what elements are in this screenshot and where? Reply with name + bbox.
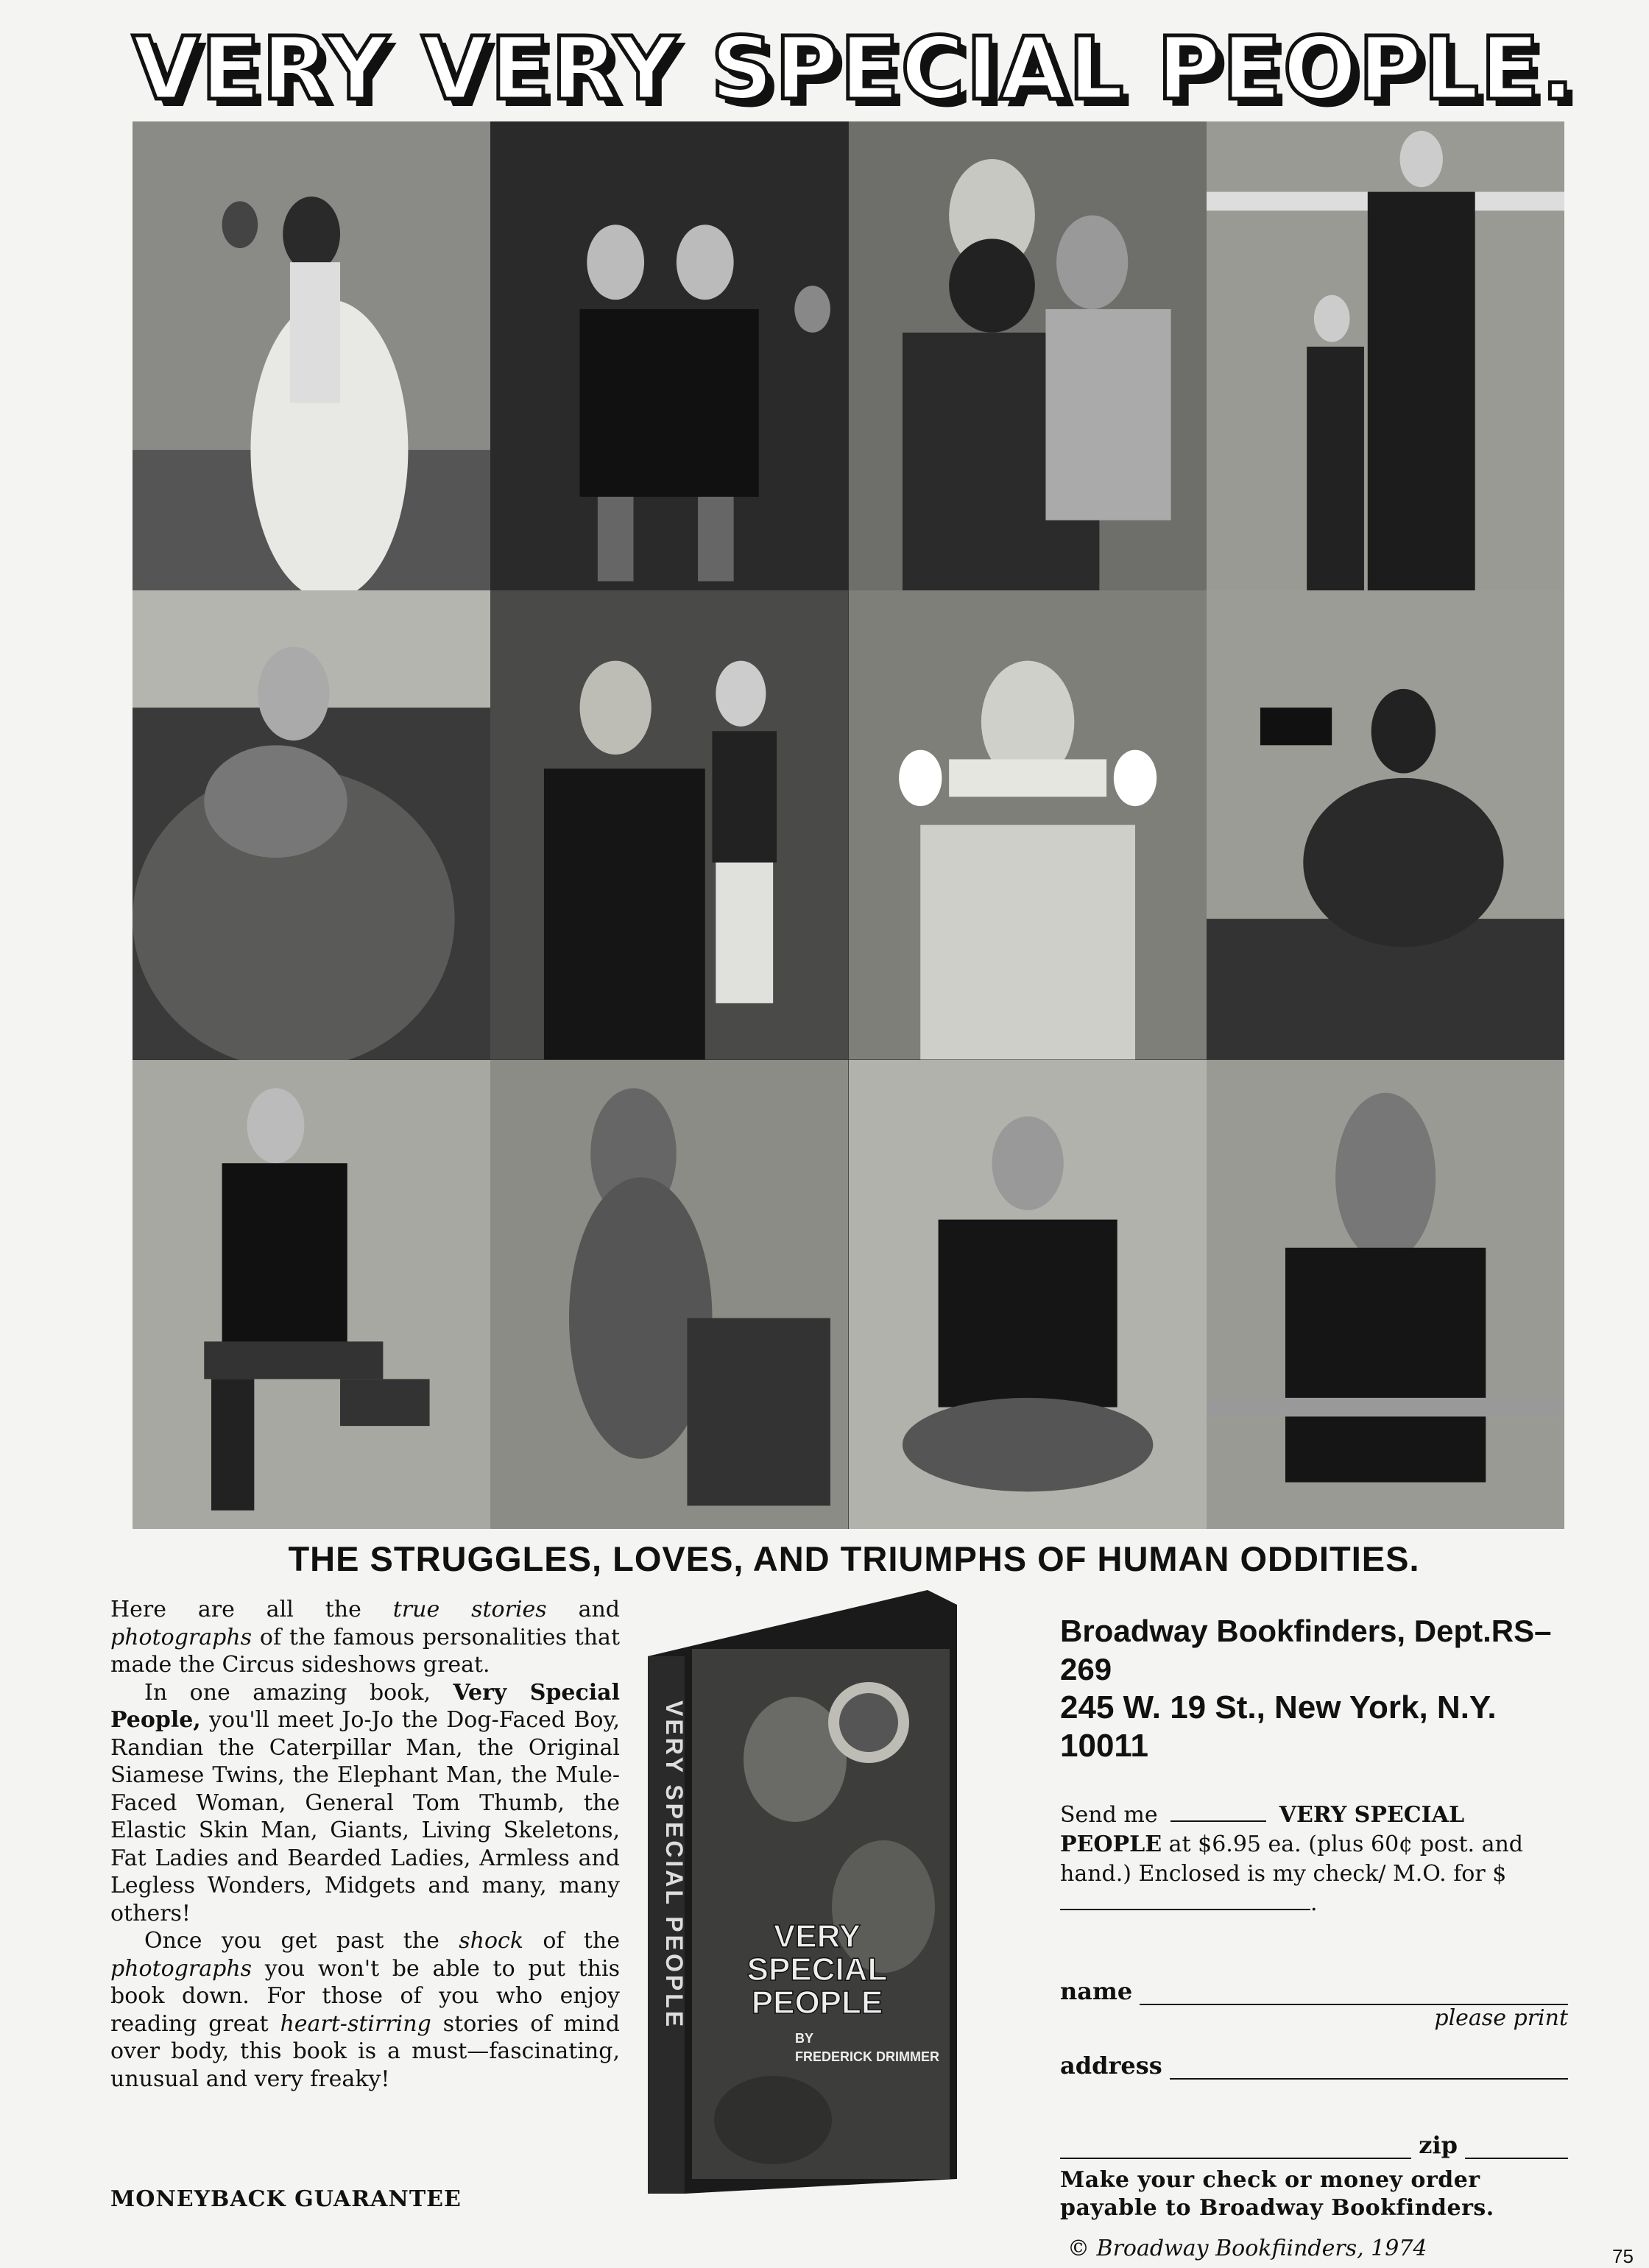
text-run: of the famous personalities that made the Circus sideshows great. — [110, 1624, 620, 1678]
text-run: Once you get past the — [144, 1928, 459, 1954]
address-line-2: 245 W. 19 St., New York, N.Y. 10011 — [1060, 1689, 1497, 1764]
photo-grid — [133, 121, 1564, 1529]
text-emphasis: photographs — [110, 1624, 253, 1650]
period-text: . — [1310, 1890, 1318, 1916]
send-me-label: Send me — [1060, 1802, 1158, 1828]
photo-giant-and-man — [1207, 121, 1564, 590]
order-text — [1060, 1801, 1568, 1918]
zip-label: zip — [1419, 2131, 1458, 2159]
book-spine-title: VERY SPECIAL PEOPLE — [661, 1700, 688, 2030]
text-run: Here are all the — [110, 1597, 393, 1622]
text-strong: Very Special People, — [110, 1679, 620, 1733]
photo-conjoined-twins — [490, 121, 848, 590]
book-title-line2: SPECIAL — [746, 1951, 888, 1988]
book-byline: BY — [795, 2031, 814, 2046]
sub-headline: THE STRUGGLES, LOVES, AND TRIUMPHS OF HUMAN ODDITIES. — [288, 1539, 1420, 1578]
moneyback-guarantee: MONEYBACK GUARANTEE — [110, 2186, 462, 2212]
zip-field[interactable] — [1465, 2133, 1568, 2159]
name-row — [1060, 1977, 1568, 2005]
paragraph-book — [110, 1679, 620, 1928]
book-title-line1: VERY — [773, 1918, 861, 1954]
name-label: name — [1060, 1977, 1133, 2005]
address-row — [1060, 2052, 1568, 2080]
text-run: you won't be able to put this book down. For those of you who enjoy reading great — [110, 1955, 620, 2037]
name-hint: please print — [1434, 2005, 1568, 2031]
book-cover-image — [648, 1590, 957, 2194]
ad-headline: VERY VERY SPECIAL PEOPLE. — [132, 18, 1576, 119]
photo-caterpillar-woman — [1207, 590, 1564, 1059]
text-emphasis: true stories — [392, 1597, 547, 1622]
price-text: at $6.95 ea. (plus 60¢ post. and hand.) Enclosed is my check/ M.O. for $ — [1060, 1831, 1523, 1887]
photo-barnum-and-tom-thumb — [490, 590, 848, 1059]
mailing-address — [1060, 1612, 1568, 1765]
product-name: VERY SPECIAL PEOPLE — [1060, 1802, 1465, 1857]
text-run: In one amazing book, — [144, 1679, 453, 1706]
book-author: FREDERICK DRIMMER — [795, 2049, 939, 2064]
page-number: 75 — [1612, 2245, 1634, 2267]
address-field[interactable] — [1170, 2053, 1568, 2080]
photo-fat-lady — [133, 590, 490, 1059]
photo-elastic-skin-man — [849, 590, 1207, 1059]
payable-note: Make your check or money order payable to Broadway Bookfinders. — [1060, 2167, 1494, 2221]
photo-seated-man — [133, 1060, 490, 1529]
photo-dog-faced-boy — [1207, 1060, 1564, 1529]
address-field-line-2[interactable] — [1060, 2133, 1411, 2159]
photo-crouching-boy — [849, 1060, 1207, 1529]
photo-lion-faced-lady — [490, 1060, 848, 1529]
order-form — [1060, 1612, 1568, 2261]
body-copy — [110, 1596, 620, 2093]
text-run: of the — [523, 1928, 620, 1954]
photo-bearded-man-and-child — [849, 121, 1207, 590]
text-emphasis: photographs — [110, 1955, 253, 1982]
address-line-1: Broadway Bookfinders, Dept.RS–269 — [1060, 1614, 1552, 1686]
address-label: address — [1060, 2052, 1162, 2080]
paragraph-shock — [110, 1927, 620, 2093]
text-emphasis: shock — [459, 1928, 523, 1954]
copyright-notice: © Broadway Bookfiinders, 1974 — [1067, 2236, 1427, 2261]
name-field[interactable] — [1140, 1979, 1568, 2005]
text-run: stories of mind over body, this book is a must—fascinating, unusual and very freaky! — [110, 2010, 620, 2092]
amount-field[interactable] — [1060, 1890, 1310, 1910]
text-emphasis: heart-stirring — [280, 2010, 431, 2037]
photo-bearded-lady — [133, 121, 490, 590]
paragraph-intro — [110, 1596, 620, 1679]
text-run: and — [546, 1597, 621, 1622]
zip-row — [1060, 2131, 1568, 2159]
text-run: you'll meet Jo-Jo the Dog-Faced Boy, Randian the Caterpillar Man, the Original Siamese Twins, the Elephant Man, the Mule-Faced Woman, General Tom Thumb, the Elastic Skin Man, Giants, Living Skeletons, Fat Ladies and Bearded Ladies, Armless and Legless Wonders, Midgets and many, many others! — [110, 1707, 620, 1926]
book-title-line3: PEOPLE — [751, 1985, 883, 2021]
quantity-field[interactable] — [1170, 1801, 1266, 1822]
